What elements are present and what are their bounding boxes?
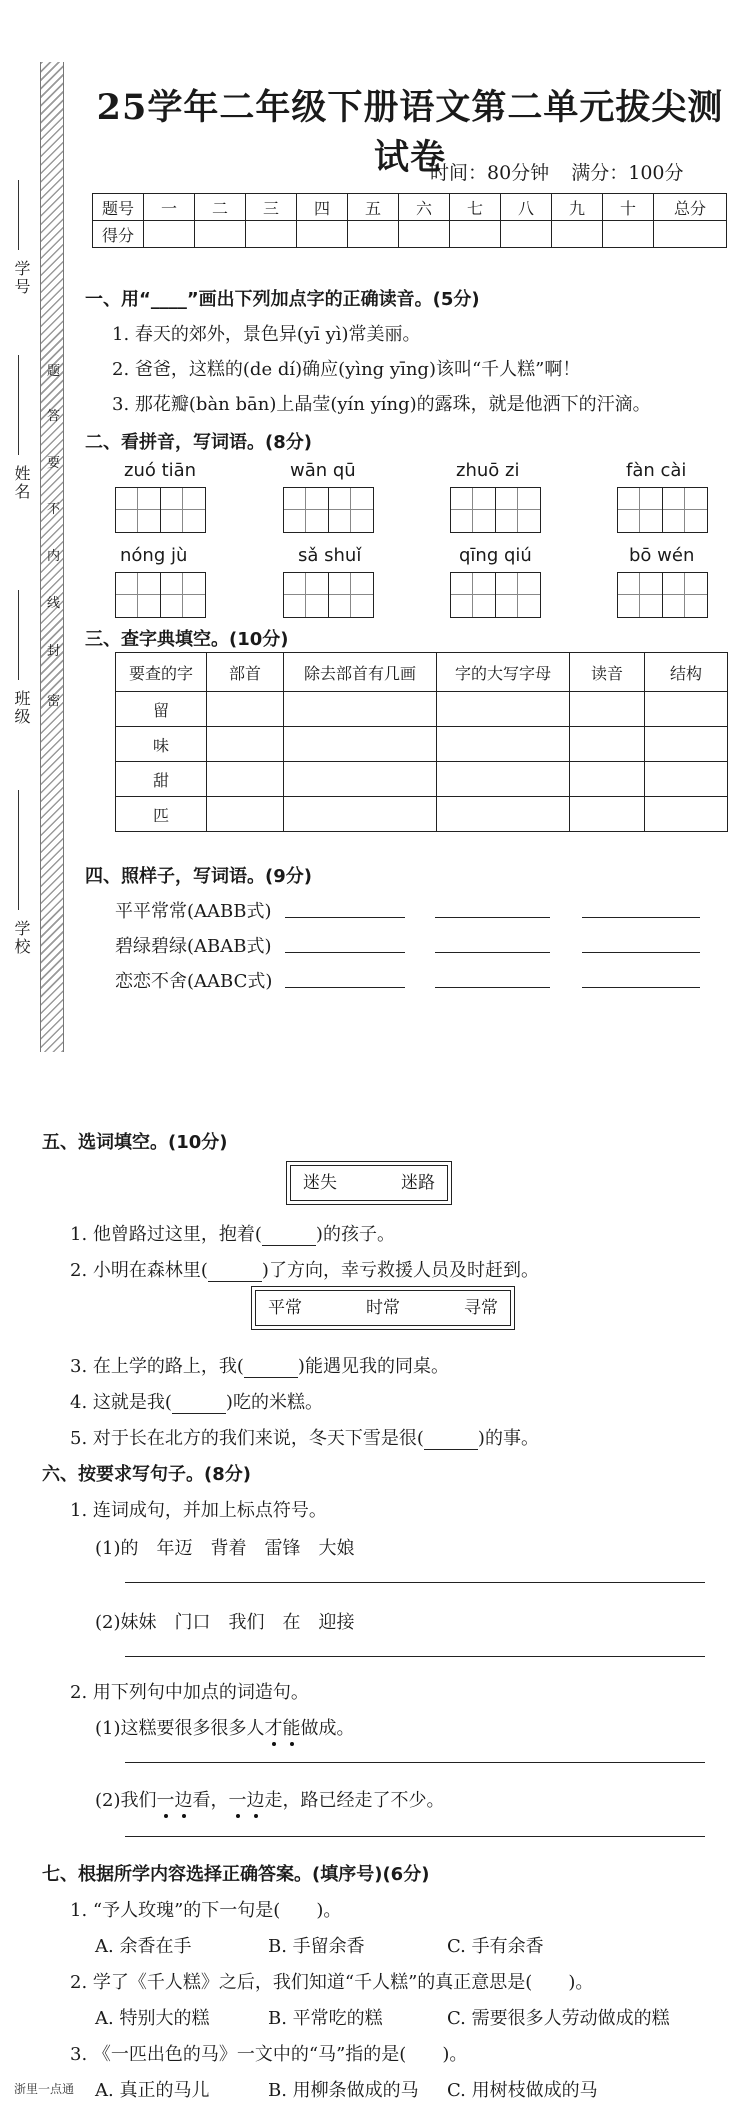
score-table-header-row [93,194,727,221]
score-table [92,193,727,248]
dict-answer-cell[interactable] [645,727,728,762]
dict-answer-cell[interactable] [284,797,437,832]
score-header-cell: 二 [195,194,246,221]
seal-char: 线 [47,596,61,611]
dotted-word: 能 [283,1714,301,1740]
tianzige-box[interactable] [115,487,206,533]
word-option: 迷失 [303,1173,337,1193]
answer-line[interactable] [582,987,700,988]
tianzige-box[interactable] [283,487,374,533]
dict-answer-cell[interactable] [207,692,284,727]
dict-col-header: 结构 [645,653,728,692]
score-table-score-row [93,221,727,248]
s6-q2-part2: (2)我们一边看，一边走，路已经走了不少。 [95,1786,445,1812]
s6-question-2: 2. 用下列句中加点的词造句。 [70,1682,309,1703]
s7-q2-option: B. 平常吃的糕 [268,2008,383,2029]
score-cell[interactable] [246,221,297,248]
answer-line[interactable] [582,917,700,918]
dict-char: 味 [116,727,207,762]
dictionary-table [115,652,728,832]
s5-question-5[interactable]: 5. 对于长在北方的我们来说，冬天下雪是很( )的事。 [70,1428,539,1449]
score-header-cell: 总分 [654,194,727,221]
answer-line[interactable] [125,1836,705,1837]
dict-answer-cell[interactable] [645,797,728,832]
pinyin-label: qīng qiú [459,545,532,566]
field-class[interactable] [18,590,19,680]
s7-question-2[interactable]: 2. 学了《千人糕》之后，我们知道“千人糕”的真正意思是( )。 [70,1972,594,1993]
s5-question-3[interactable]: 3. 在上学的路上，我( )能遇见我的同桌。 [70,1356,449,1377]
answer-line[interactable] [125,1582,705,1583]
score-cell[interactable] [552,221,603,248]
dict-answer-cell[interactable] [437,797,570,832]
score-cell[interactable] [348,221,399,248]
table-row [116,727,728,762]
seal-char: 题 [47,364,61,379]
s5-question-4[interactable]: 4. 这就是我( )吃的米糕。 [70,1392,323,1413]
dict-answer-cell[interactable] [207,797,284,832]
dict-answer-cell[interactable] [570,762,645,797]
pinyin-label: nóng jù [120,545,188,566]
score-header-cell: 题号 [93,194,144,221]
dict-answer-cell[interactable] [437,692,570,727]
score-header-cell: 九 [552,194,603,221]
score-cell[interactable] [195,221,246,248]
score-cell[interactable] [297,221,348,248]
s1-question-1[interactable]: 1. 春天的郊外，景色异(yī yì)常美丽。 [112,324,421,345]
table-row [116,797,728,832]
word-option: 迷路 [401,1173,435,1193]
dotted-word: 才 [265,1714,283,1740]
label-name: 姓名 [12,465,31,501]
section-2-heading: 二、看拼音，写词语。(8分) [85,432,312,453]
dotted-word: 一 [229,1786,247,1812]
section-4-heading: 四、照样子，写词语。(9分) [85,866,312,887]
score-header-cell: 七 [450,194,501,221]
binding-strip [0,30,70,1025]
answer-line[interactable] [582,952,700,953]
word-box-1 [290,1165,448,1201]
dict-col-header: 字的大写字母 [437,653,570,692]
s4-row-aabb [115,897,272,923]
score-header-cell: 四 [297,194,348,221]
dict-answer-cell[interactable] [570,692,645,727]
dict-answer-cell[interactable] [437,762,570,797]
answer-line[interactable] [285,987,405,988]
score-cell[interactable] [144,221,195,248]
s7-question-1[interactable]: 1. “予人玫瑰”的下一句是( )。 [70,1900,342,1921]
s5-question-1[interactable]: 1. 他曾路过这里，抱着( )的孩子。 [70,1224,395,1245]
section-6-heading: 六、按要求写句子。(8分) [42,1464,251,1485]
s4-row-aabc [115,967,272,993]
score-row-label: 得分 [93,221,144,248]
score-header-cell: 三 [246,194,297,221]
dict-char: 留 [116,692,207,727]
dict-char: 匹 [116,797,207,832]
fill-blank[interactable] [172,1395,226,1414]
answer-line[interactable] [285,917,405,918]
s4-example: 平平常常(AABB式) [115,901,272,922]
pinyin-label: sǎ shuǐ [298,545,362,566]
label-student-id: 学号 [12,260,31,296]
label-school: 学校 [12,920,31,956]
word-option: 平常 [268,1298,302,1318]
dotted-word: 一 [157,1786,175,1812]
s6-q2-part1: (1)这糕要很多很多人才能做成。 [95,1714,355,1740]
dict-answer-cell[interactable] [645,762,728,797]
answer-line[interactable] [435,952,550,953]
tianzige-box[interactable] [450,572,541,618]
score-cell[interactable] [450,221,501,248]
pinyin-label: wān qū [290,460,356,481]
seal-char: 不 [47,502,61,517]
answer-line[interactable] [435,987,550,988]
s6-q1-part2: (2)妹妹 门口 我们 在 迎接 [95,1612,355,1633]
pinyin-label: zhuō zi [456,460,520,481]
dict-col-header: 除去部首有几画 [284,653,437,692]
fill-blank[interactable] [208,1263,262,1282]
tianzige-box[interactable] [617,487,708,533]
exam-title: 25学年二年级下册语文第二单元拔尖测试卷 [96,87,724,178]
fill-blank[interactable] [244,1359,298,1378]
dict-col-header: 部首 [207,653,284,692]
s1-question-3[interactable]: 3. 那花瓣(bàn bān)上晶莹(yín yíng)的露珠，就是他洒下的汗滴。 [112,394,651,415]
score-header-cell: 一 [144,194,195,221]
field-name[interactable] [18,355,19,455]
tianzige-box[interactable] [115,572,206,618]
s7-q1-option: C. 手有余香 [447,1936,544,1957]
exam-full-score: 满分：100分 [571,162,684,184]
dictionary-table-header [116,653,728,692]
score-cell[interactable] [501,221,552,248]
pinyin-label: fàn cài [626,460,687,481]
section-1-heading: 一、用“____”画出下列加点字的正确读音。(5分) [85,289,480,310]
exam-time: 时间：80分钟 [430,162,550,184]
seal-char: 答 [47,409,61,424]
dict-answer-cell[interactable] [207,727,284,762]
score-header-cell: 八 [501,194,552,221]
seal-char: 封 [47,644,61,659]
field-student-id[interactable] [18,180,19,250]
label-class: 班级 [12,690,31,726]
pinyin-label: bō wén [629,545,695,566]
dict-col-header: 读音 [570,653,645,692]
dict-answer-cell[interactable] [437,727,570,762]
table-row [116,762,728,797]
tianzige-box[interactable] [450,487,541,533]
field-school[interactable] [18,790,19,910]
tianzige-box[interactable] [283,572,374,618]
dict-char: 甜 [116,762,207,797]
fill-blank[interactable] [262,1227,316,1246]
word-box-2 [255,1290,511,1326]
s7-q3-option: C. 用树枝做成的马 [447,2080,598,2101]
section-5-heading: 五、选词填空。(10分) [42,1132,228,1153]
word-option: 寻常 [464,1298,498,1318]
table-row [116,692,728,727]
tianzige-box[interactable] [617,572,708,618]
s4-row-abab [115,932,272,958]
answer-line[interactable] [125,1656,705,1657]
s7-q3-option: B. 用柳条做成的马 [268,2080,419,2101]
s7-q3-option: A. 真正的马儿 [95,2080,210,2101]
score-header-cell: 六 [399,194,450,221]
dotted-word: 边 [175,1786,193,1812]
s4-example: 恋恋不舍(AABC式) [115,971,273,992]
s4-example: 碧绿碧绿(ABAB式) [115,936,272,957]
s5-question-2[interactable]: 2. 小明在森林里( )了方向，幸亏救援人员及时赶到。 [70,1260,539,1281]
score-cell[interactable] [399,221,450,248]
word-option: 时常 [366,1298,400,1318]
section-3-heading: 三、查字典填空。(10分) [85,629,289,650]
footer-brand: 浙里一点通 [14,2082,75,2096]
s1-question-2[interactable]: 2. 爸爸，这糕的(de dí)确应(yìng yīng)该叫“千人糕”啊！ [112,359,581,380]
seal-char: 内 [47,549,61,564]
section-7-heading: 七、根据所学内容选择正确答案。(填序号)(6分) [42,1864,430,1885]
answer-line[interactable] [285,952,405,953]
answer-line[interactable] [125,1762,705,1763]
dict-answer-cell[interactable] [284,762,437,797]
answer-line[interactable] [435,917,550,918]
s7-q1-option: B. 手留余香 [268,1936,365,1957]
s7-q1-option: A. 余香在手 [95,1936,192,1957]
dotted-word: 边 [247,1786,265,1812]
s6-q1-part1: (1)的 年迈 背着 雷锋 大娘 [95,1538,355,1559]
dict-col-header: 要查的字 [116,653,207,692]
seal-char: 要 [47,456,61,471]
score-header-cell: 五 [348,194,399,221]
pinyin-label: zuó tiān [124,460,197,481]
dict-answer-cell[interactable] [570,727,645,762]
seal-char: 密 [47,694,61,709]
s7-q2-option: A. 特别大的糕 [95,2008,210,2029]
score-header-cell: 十 [603,194,654,221]
score-cell[interactable] [654,221,727,248]
score-cell[interactable] [603,221,654,248]
dict-answer-cell[interactable] [645,692,728,727]
dict-answer-cell[interactable] [284,692,437,727]
dict-answer-cell[interactable] [284,727,437,762]
s7-question-3[interactable]: 3. 《一匹出色的马》一文中的“马”指的是( )。 [70,2044,468,2065]
exam-meta [430,158,684,185]
dict-answer-cell[interactable] [570,797,645,832]
s7-q2-option: C. 需要很多人劳动做成的糕 [447,2008,670,2029]
s6-question-1: 1. 连词成句，并加上标点符号。 [70,1500,327,1521]
dict-answer-cell[interactable] [207,762,284,797]
fill-blank[interactable] [424,1431,478,1450]
